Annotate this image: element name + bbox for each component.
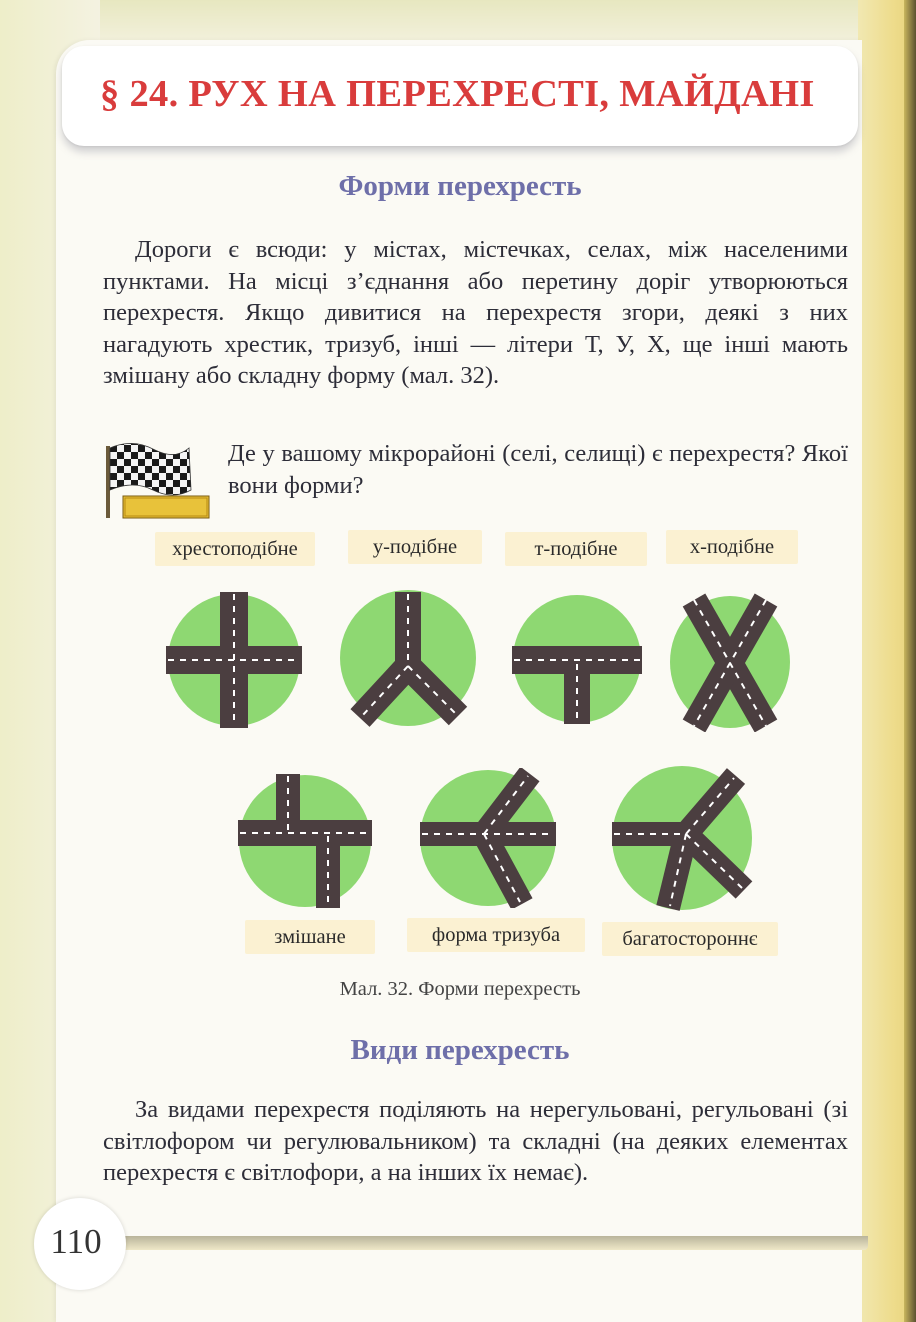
types-paragraph-text: За видами перехрестя поділяють на нерегульовані, регульовані (зі світлофором чи регулювальником) та складні (на деяких елементах перехрестя є світлофори, а на інших їх немає).: [103, 1096, 848, 1186]
intro-paragraph: [103, 234, 848, 392]
x-intersection-diagram: [668, 592, 792, 732]
book-spine-edge: [904, 0, 916, 1322]
label-x-shaped: х-подібне: [666, 530, 798, 564]
label-t-shaped: т-подібне: [505, 532, 647, 566]
checkered-flag-icon: [103, 438, 211, 522]
label-cross-shaped: хрестоподібне: [155, 532, 315, 566]
task-question: Де у вашому мікрорайоні (селі, селищі) є перехрестя? Якої вони форми?: [228, 440, 848, 499]
intro-paragraph-text: Дороги є всюди: у містах, містечках, селах, між населеними пунктами. На місці з’єднання або перетину доріг утворюються перехрестя. Якщо дивитися на перехрестя згори, деякі з них нагадують хрестик, тризуб, інші — літери Т, У, Х, ще інші мають змішану або складну форму (мал. 32).: [103, 236, 848, 389]
label-y-shaped: у-подібне: [348, 530, 482, 564]
page-title: § 24. РУХ НА ПЕРЕХРЕСТІ, МАЙДАНІ: [100, 73, 815, 115]
mixed-intersection-diagram: [236, 772, 374, 910]
types-paragraph: [103, 1094, 848, 1189]
page-number: 110: [50, 1222, 102, 1261]
figure-caption: Мал. 32. Форми перехресть: [339, 978, 581, 1000]
section-heading-types: Види перехресть: [350, 1034, 570, 1066]
t-intersection-diagram: [510, 592, 644, 726]
label-trident: форма тризуба: [407, 918, 585, 952]
trident-intersection-diagram: [418, 768, 558, 908]
label-multi-way: багатостороннє: [602, 922, 778, 956]
section-heading-forms: Форми перехресть: [338, 170, 582, 202]
multi-way-intersection-diagram: [610, 762, 754, 912]
y-intersection-diagram: [338, 588, 478, 728]
top-page-strip: [0, 0, 916, 44]
bottom-rule: [118, 1236, 868, 1250]
cross-intersection-diagram: [164, 590, 304, 730]
label-mixed: змішане: [245, 920, 375, 954]
